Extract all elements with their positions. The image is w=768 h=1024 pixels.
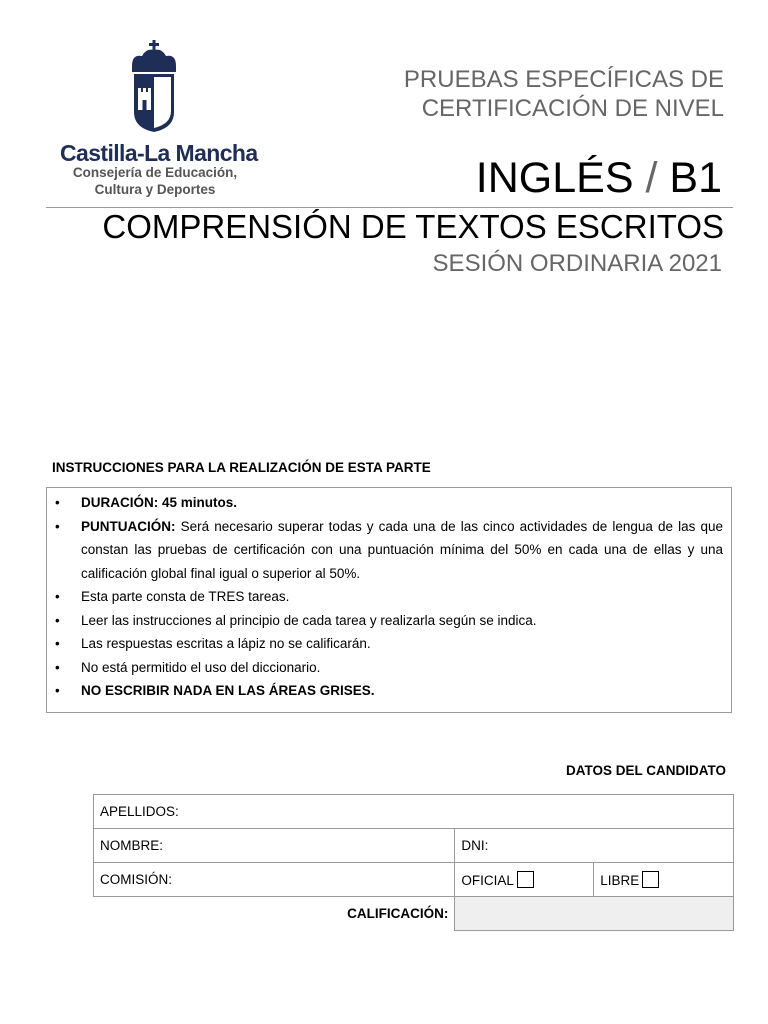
grade-label-cell bbox=[94, 897, 455, 931]
subject-language: INGLÉS bbox=[475, 154, 634, 202]
instruction-read: • Leer las instrucciones al principio de cada tarea y realizarla según se indica. bbox=[81, 609, 723, 633]
section-title: COMPRENSIÓN DE TEXTOS ESCRITOS bbox=[102, 208, 724, 245]
header-line2: CERTIFICACIÓN DE NIVEL bbox=[421, 95, 724, 122]
official-label: OFICIAL bbox=[461, 873, 514, 888]
grey-areas-text: NO ESCRIBIR NADA EN LAS ÁREAS GRISES. bbox=[81, 683, 375, 698]
instruction-dictionary: • No está permitido el uso del diccionario. bbox=[81, 656, 723, 680]
surname-field[interactable] bbox=[94, 795, 734, 829]
instructions-list bbox=[47, 488, 731, 703]
brand-subtitle-line2: Cultura y Deportes bbox=[94, 182, 216, 197]
session-label: SESIÓN ORDINARIA 2021 bbox=[432, 250, 722, 277]
grade-grey-area bbox=[455, 897, 734, 931]
instruction-duration bbox=[81, 491, 723, 515]
name-label: NOMBRE: bbox=[100, 838, 164, 853]
duration-text: DURACIÓN: 45 minutos. bbox=[81, 495, 238, 510]
instruction-grey-areas bbox=[81, 679, 723, 703]
commission-label: COMISIÓN: bbox=[100, 872, 173, 887]
candidate-table bbox=[93, 794, 734, 931]
official-option bbox=[455, 863, 594, 897]
free-label: LIBRE bbox=[600, 873, 640, 888]
instructions-title: INSTRUCCIONES PARA LA REALIZACIÓN DE ESTA PARTE bbox=[52, 460, 431, 475]
free-option bbox=[594, 863, 734, 897]
dni-label: DNI: bbox=[461, 838, 489, 853]
candidate-title: DATOS DEL CANDIDATO bbox=[565, 763, 726, 778]
subject-title bbox=[476, 154, 722, 203]
brand-subtitle bbox=[60, 164, 250, 198]
grade-label: CALIFICACIÓN: bbox=[347, 906, 449, 922]
instructions-box bbox=[46, 487, 732, 713]
name-field[interactable] bbox=[94, 829, 455, 863]
subject-slash: / bbox=[645, 154, 658, 202]
dni-field[interactable] bbox=[455, 829, 734, 863]
free-checkbox[interactable] bbox=[642, 871, 659, 888]
coat-of-arms-icon bbox=[128, 40, 180, 134]
instruction-pencil: • Las respuestas escritas a lápiz no se calificarán. bbox=[81, 632, 723, 656]
score-label: PUNTUACIÓN: bbox=[81, 518, 176, 534]
official-checkbox[interactable] bbox=[517, 871, 534, 888]
surname-label: APELLIDOS: bbox=[100, 804, 179, 819]
header-line1: PRUEBAS ESPECÍFICAS DE bbox=[403, 66, 724, 93]
brand-name: Castilla-La Mancha bbox=[60, 140, 258, 166]
subject-level: B1 bbox=[669, 154, 722, 202]
commission-field[interactable] bbox=[94, 863, 455, 897]
instruction-tasks: • Esta parte consta de TRES tareas. bbox=[81, 585, 723, 609]
instruction-score bbox=[81, 515, 723, 586]
brand-subtitle-line1: Consejería de Educación, bbox=[72, 165, 238, 180]
score-text: Será necesario superar todas y cada una de las cinco actividades de lengua de las que constan las pruebas de certificación con una puntuación mínima del 50% en cada una de ellas y una calificación global final igual o superior al 50%. bbox=[81, 518, 723, 581]
